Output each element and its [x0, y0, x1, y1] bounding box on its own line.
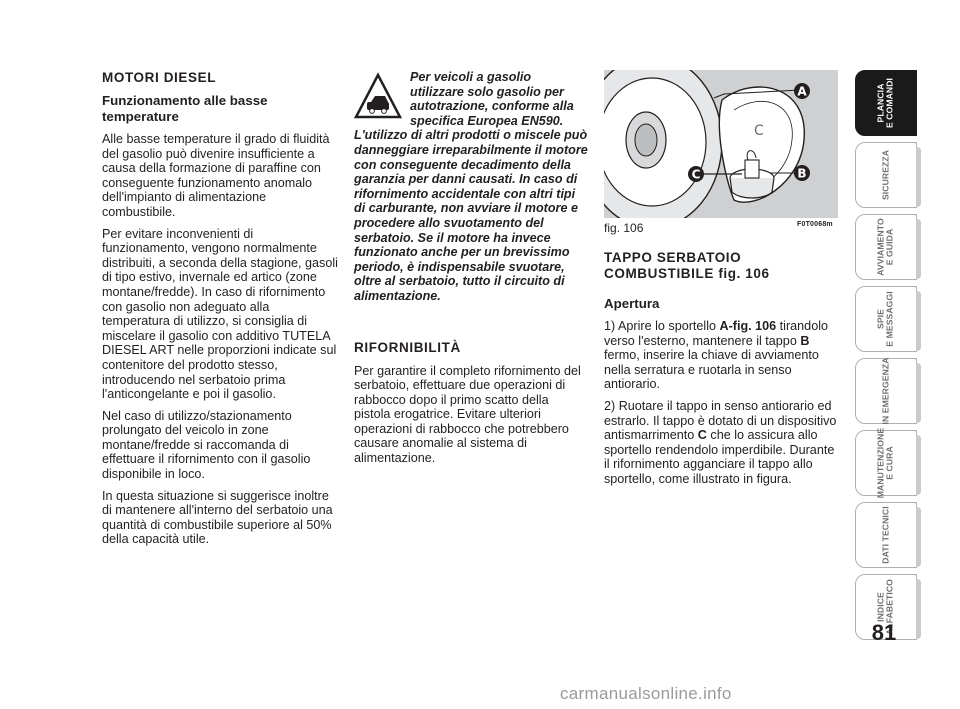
section-heading-rifornibilita: RIFORNIBILITÀ: [354, 339, 461, 355]
ref-a-fig: A-fig. 106: [719, 319, 777, 333]
column-left: [102, 70, 338, 554]
tab-edge: [916, 291, 921, 351]
tab-edge: [916, 219, 921, 279]
tab-avviamento-e-guida[interactable]: [855, 214, 917, 280]
paragraph-step-1: [604, 319, 837, 392]
tab-dati-tecnici[interactable]: [855, 502, 917, 568]
tab-edge: [916, 507, 921, 567]
text: tirandolo verso l'esterno, mantenere il tappo: [604, 319, 828, 348]
tab-edge: [916, 147, 921, 207]
ref-c: C: [697, 428, 707, 443]
column-right: [604, 250, 837, 494]
tab-label: MANUTENZIONE E CURA: [875, 427, 895, 499]
tab-label: IN EMERGENZA: [880, 357, 891, 425]
heading-line-2b: fig. 106: [718, 266, 770, 281]
heading-line-1: TAPPO SERBATOIO: [604, 250, 742, 265]
section-heading-motori-diesel: MOTORI DIESEL: [102, 70, 217, 85]
tab-label: DATI TECNICI: [880, 506, 891, 564]
subheading-apertura: Apertura: [604, 296, 660, 311]
paragraph-step-2: [604, 399, 837, 487]
tab-label: SPIE E MESSAGGI: [875, 291, 895, 347]
tab-label: SICUREZZA: [880, 149, 891, 201]
paragraph: Per garantire il completo rifornimento del serbatoio, effettuare due operazioni di rabbocco dopo il primo scatto della pistola erogatrice. Evitare ulteriori operazioni di rabbocco che potrebbero causare anomalie al sistema di alimentazione.: [354, 363, 581, 466]
label-c: C: [691, 167, 701, 182]
paragraph: In questa situazione si suggerisce inoltre di mantenere all'interno del serbatoio una quantità di combustibile superiore al 50% della capacità utile.: [102, 488, 333, 547]
section-heading-tappo: [604, 250, 837, 282]
warning-triangle-car-icon: [354, 72, 402, 120]
tab-sicurezza[interactable]: [855, 142, 917, 208]
text: 1) Aprire lo sportello: [604, 319, 720, 333]
paragraph: Per evitare inconvenienti di funzionamento, vengono normalmente distribuiti, a seconda della stagione, gasoli di tipo estivo, invernale ed artico (zone montane/fredde). In caso di rifornimento con gasolio non adeguato alla temperatura di utilizzo, si consiglia di miscelare il gasolio con additivo TUTELA DIESEL ART nelle proporzioni indicate sul contenitore del prodotto stesso, introducendo nel serbatoio prima l'anticongelante e poi il gasolio.: [102, 226, 338, 402]
figure-fuel-cap: [604, 70, 838, 218]
fuel-cap-illustration: [604, 70, 838, 218]
tab-label: PLANCIA E COMANDI: [875, 77, 895, 129]
warning-box: [354, 70, 588, 304]
tab-plancia-e-comandi[interactable]: [855, 70, 917, 136]
warning-text: Per veicoli a gasolio utilizzare solo gasolio per autotrazione, conforme alla specifica Europea EN590. L'utilizzo di altri prodotti o miscele può danneggiare irreparabilmente il motore con conseguente decadimento della garanzia per danni causati. In caso di rifornimento accidentale con altri tipi di carburante, non avviare il motore e procedere allo svuotamento del serbatoio. Se il motore ha invece funzionato anche per un brevissimo periodo, è indispensabile svuotare, oltre al serbatoio, tutto il circuito di alimentazione.: [354, 70, 588, 303]
tab-label: INDICE ALFABETICO: [875, 579, 895, 635]
figure-code: F0T0068m: [797, 221, 833, 228]
text: 2) Ruotare il tappo in senso antiorario ed estrarlo. Il tappo è dotato di un dispositivo antismarrimento: [604, 398, 837, 443]
svg-text:C: C: [754, 123, 764, 139]
section-tabs: [855, 70, 917, 646]
tab-in-emergenza[interactable]: [855, 358, 917, 424]
tab-edge: [916, 363, 921, 423]
watermark: carmanualsonline.info: [560, 684, 732, 703]
figure-caption: fig. 106: [604, 221, 644, 235]
tab-label: AVVIAMENTO E GUIDA: [875, 218, 895, 276]
column-middle: [354, 70, 588, 473]
tab-manutenzione-e-cura[interactable]: [855, 427, 917, 499]
page-number: 81: [871, 620, 897, 645]
text: che lo assicura allo sportello rendendolo imperdibile. Durante il rifornimento agganciare il tappo allo sportello, come illustrato in figura.: [604, 428, 835, 486]
label-a: A: [797, 84, 807, 99]
tab-spie-e-messaggi[interactable]: [855, 286, 917, 352]
tab-edge: [916, 435, 921, 495]
ref-b: B: [800, 333, 810, 348]
paragraph: Alle basse temperature il grado di fluidità del gasolio può divenire insufficiente a causa della formazione di paraffine con conseguente funzionamento anomalo dell'impianto di alimentazione combustibile.: [102, 132, 330, 219]
subheading-basse-temperature: Funzionamento alle basse temperature: [102, 93, 268, 124]
heading-line-2a: COMBUSTIBILE: [604, 266, 714, 281]
text: fermo, inserire la chiave di avviamento nella serratura e ruotarla in senso antiorario.: [604, 348, 819, 392]
tab-edge: [916, 579, 921, 639]
label-b: B: [797, 166, 807, 181]
paragraph: Nel caso di utilizzo/stazionamento prolungato del veicolo in zone montane/fredde si raccomanda di effettuare il rifornimento con il gasolio disponibile in loco.: [102, 408, 311, 482]
